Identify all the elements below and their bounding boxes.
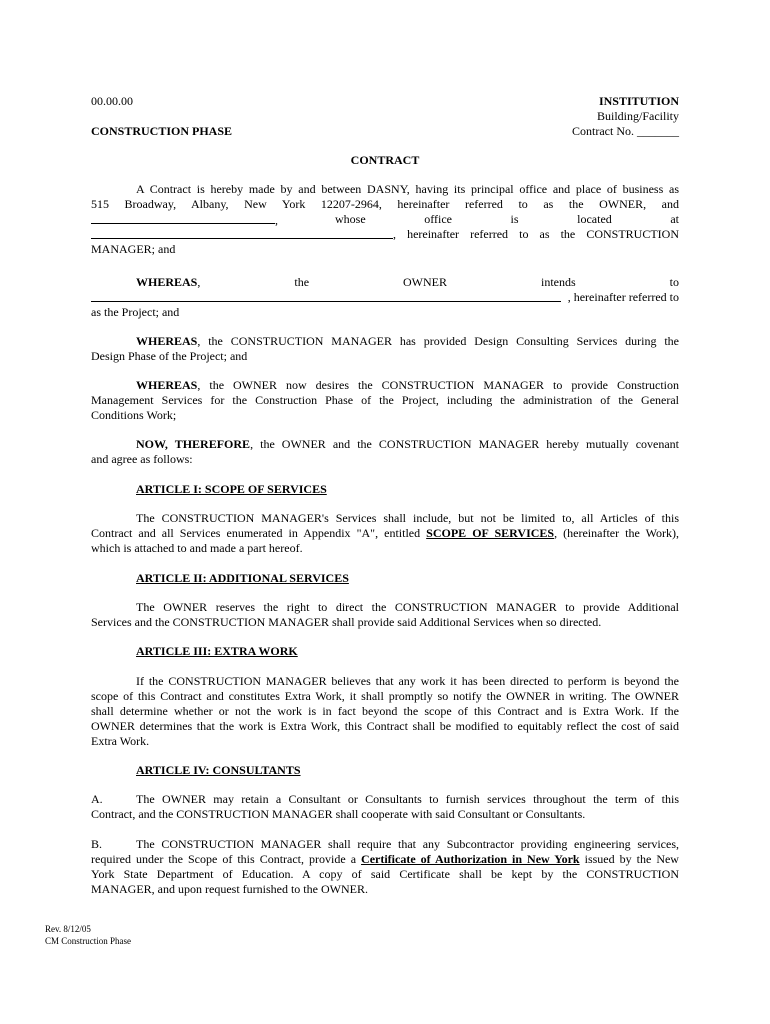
intro-line-4: , hereinafter referred to as the CONSTRUCTION: [91, 227, 679, 243]
article-4-item-b-line-3: York State Department of Education. A copy of said Certificate shall be kept by the CONSTRUCTION: [91, 867, 679, 881]
whereas-3-line-3: Conditions Work;: [91, 408, 177, 422]
article-4-item-b: B. The CONSTRUCTION MANAGER shall require that any Subcontractor providing engineering services,: [91, 837, 679, 851]
article-1-line-3: which is attached to and made a part hereof.: [91, 541, 303, 555]
article-3-line-5: Extra Work.: [91, 734, 150, 748]
now-therefore-line-2: and agree as follows:: [91, 452, 193, 466]
article-3-line-2: scope of this Contract and constitutes Extra Work, it shall promptly so notify the OWNER in writing. The OWNER: [91, 689, 679, 703]
article-4-heading: ARTICLE IV: CONSULTANTS: [136, 763, 301, 777]
article-2-heading: ARTICLE II: ADDITIONAL SERVICES: [136, 571, 349, 585]
phase-label: CONSTRUCTION PHASE: [91, 124, 233, 138]
blank-line-cm-name[interactable]: [91, 212, 275, 224]
article-1-text: The CONSTRUCTION MANAGER's Services shall include, but not be limited to, all Articles of this: [136, 511, 679, 525]
article-2-text: The OWNER reserves the right to direct the CONSTRUCTION MANAGER to provide Additional: [136, 600, 679, 614]
intro-line-2: 515 Broadway, Albany, New York 12207-2964, hereinafter referred to as the OWNER, and: [91, 197, 679, 211]
article-3-text: If the CONSTRUCTION MANAGER believes that any work it has been directed to perform is beyond the: [136, 674, 679, 688]
article-3-line-4: OWNER determines that the work is Extra Work, this Contract shall be modified to equitably reflect the cost of said: [91, 719, 679, 733]
document-title: CONTRACT: [350, 153, 420, 167]
article-3-heading: ARTICLE III: EXTRA WORK: [136, 644, 298, 658]
whereas-1-line-3: as the Project; and: [91, 305, 180, 319]
institution-label: INSTITUTION: [598, 94, 679, 108]
scope-of-services-reference: SCOPE OF SERVICES: [426, 526, 555, 540]
blank-line-project[interactable]: [91, 290, 561, 302]
intro-paragraph: A Contract is hereby made by and between DASNY, having its principal office and place of business as: [136, 182, 679, 196]
article-3-line-3: shall determine whether or not the work is in fact beyond the scope of this Contract and is Extra Work. If the: [91, 704, 679, 718]
whereas-1: WHEREAS, the OWNER intends to: [136, 275, 679, 289]
article-1-line-2: Contract and all Services enumerated in Appendix "A", entitled SCOPE OF SERVICES, (hereinafter the Work),: [91, 526, 679, 540]
building-label: Building/Facility: [596, 109, 679, 123]
article-4-item-a-line-2: Contract, and the CONSTRUCTION MANAGER shall cooperate with said Consultant or Consultants.: [91, 807, 586, 821]
intro-line-5: MANAGER; and: [91, 242, 176, 256]
whereas-3-line-2: Management Services for the Construction Phase of the Project, including the administration of the General: [91, 393, 679, 407]
whereas-1-line-2: , hereinafter referred to: [91, 290, 679, 306]
article-4-item-b-line-2: required under the Scope of this Contract, provide a Certificate of Authorization in New York issued by the New: [91, 852, 679, 866]
article-4-item-a: A. The OWNER may retain a Consultant or Consultants to furnish services throughout the term of this: [91, 792, 679, 806]
whereas-3: WHEREAS, the OWNER now desires the CONSTRUCTION MANAGER to provide Construction: [136, 378, 679, 392]
whereas-2: WHEREAS, the CONSTRUCTION MANAGER has provided Design Consulting Services during the: [136, 334, 679, 348]
whereas-2-line-2: Design Phase of the Project; and: [91, 349, 248, 363]
article-2-line-2: Services and the CONSTRUCTION MANAGER shall provide said Additional Services when so directed.: [91, 615, 602, 629]
contract-number: Contract No. _______: [572, 124, 679, 138]
certificate-of-authorization-reference: Certificate of Authorization in New York: [361, 852, 580, 866]
article-4-item-b-line-4: MANAGER, and upon request furnished to the OWNER.: [91, 882, 368, 896]
now-therefore: NOW, THEREFORE, the OWNER and the CONSTRUCTION MANAGER hereby mutually covenant: [136, 437, 680, 451]
article-1-heading: ARTICLE I: SCOPE OF SERVICES: [136, 482, 327, 496]
blank-line-cm-address[interactable]: [91, 227, 393, 239]
footer-phase: CM Construction Phase: [45, 936, 132, 946]
revision-date: Rev. 8/12/05: [45, 924, 91, 934]
section-number: 00.00.00: [91, 94, 133, 108]
intro-line-3: , whose office is located at: [91, 212, 679, 228]
